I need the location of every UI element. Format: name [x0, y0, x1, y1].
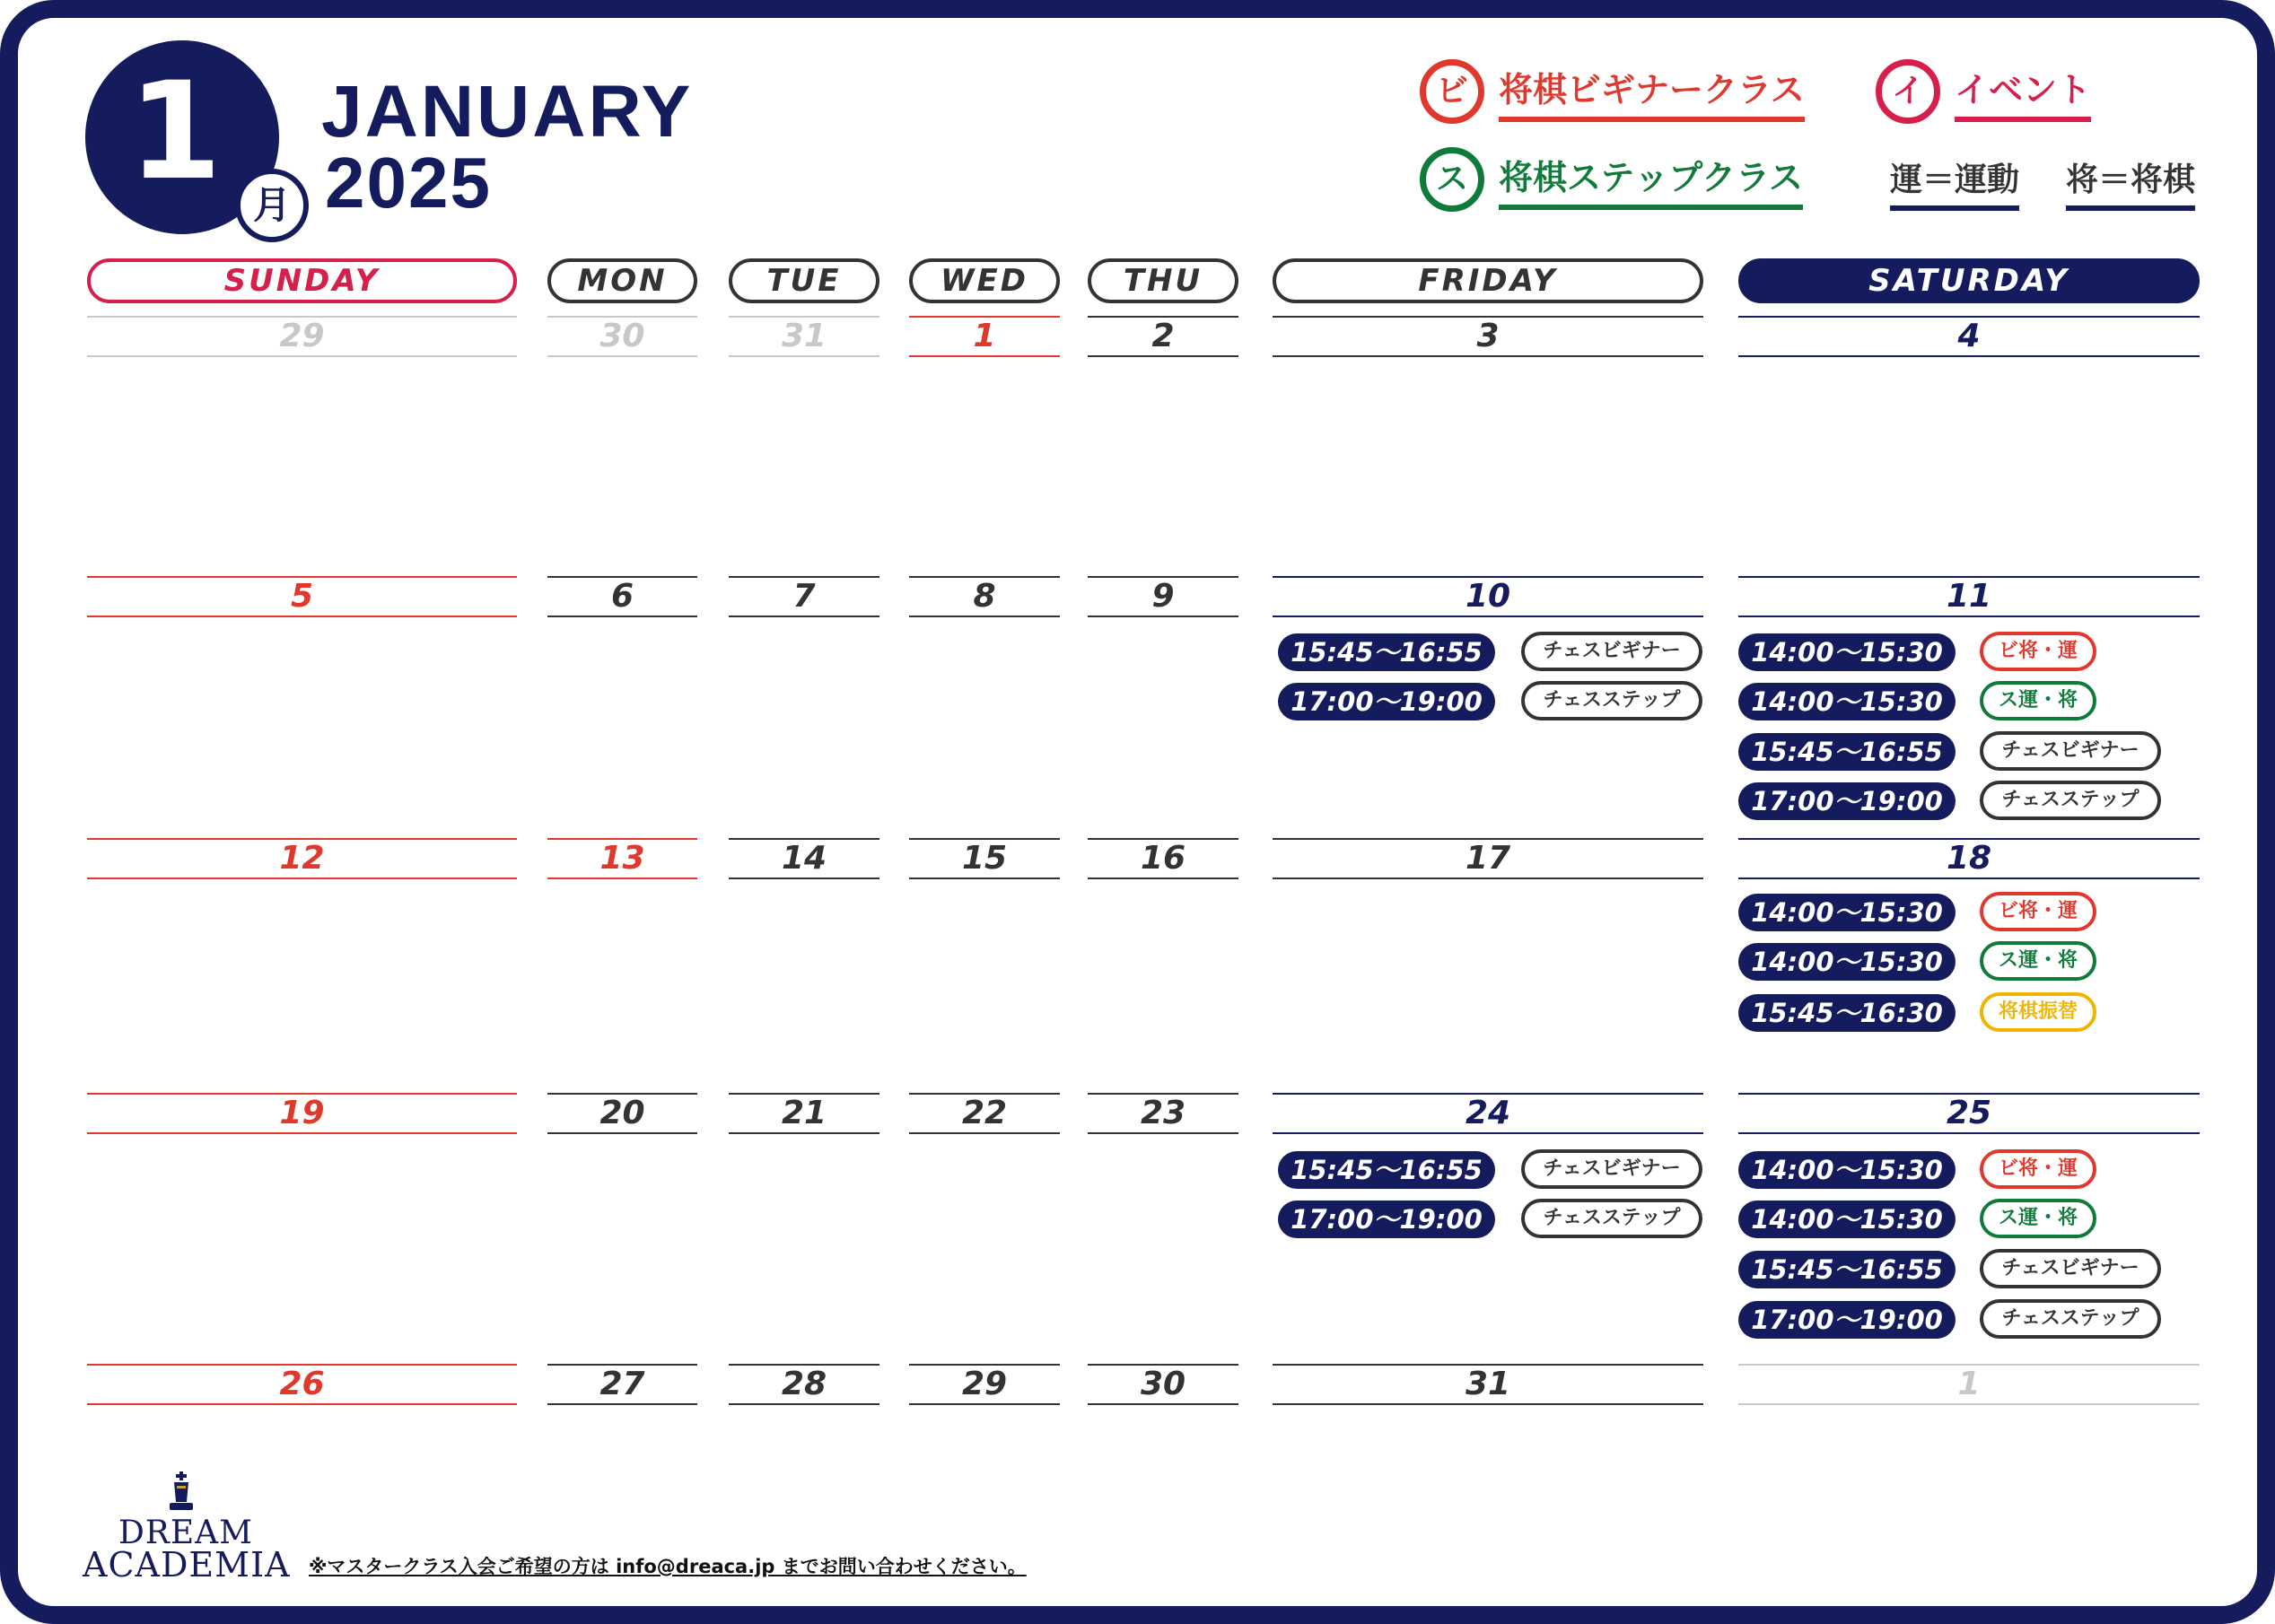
legend-event-badge: イ [1876, 59, 1940, 124]
day-header-sunday: SUNDAY [87, 258, 517, 303]
date-cell: 7 [729, 576, 879, 617]
event-time: 17:00〜19:00 [1278, 1201, 1495, 1238]
event-tag: チェスステップ [1980, 1299, 2161, 1339]
legend-event-label: イベント [1955, 62, 2091, 122]
date-cell: 11 [1738, 576, 2200, 617]
month-name: JANUARY [321, 71, 694, 153]
date-cell: 31 [1273, 1364, 1703, 1405]
date-cell: 22 [909, 1093, 1060, 1134]
legend-step [1420, 147, 1803, 212]
year: 2025 [325, 143, 492, 223]
event-time: 14:00〜15:30 [1738, 633, 1956, 671]
legend-beginner-label: 将棋ビギナークラス [1499, 62, 1805, 122]
event-time: 17:00〜19:00 [1738, 782, 1956, 820]
event-time: 17:00〜19:00 [1738, 1301, 1956, 1339]
date-cell: 19 [87, 1093, 517, 1134]
date-cell: 18 [1738, 838, 2200, 879]
date-cell: 27 [547, 1364, 697, 1405]
date-cell: 20 [547, 1093, 697, 1134]
date-cell: 1 [1738, 1364, 2200, 1405]
month-kanji-badge: 月 [235, 169, 309, 242]
date-cell: 31 [729, 316, 879, 357]
event-tag: チェスステップ [1980, 781, 2161, 820]
event-tag: チェスビギナー [1521, 632, 1702, 671]
date-cell: 17 [1273, 838, 1703, 879]
date-cell: 3 [1273, 316, 1703, 357]
event-tag: ビ将・運 [1980, 1149, 2096, 1189]
event-time: 15:45〜16:55 [1738, 1251, 1956, 1288]
day-header-friday: FRIDAY [1273, 258, 1703, 303]
date-cell: 9 [1088, 576, 1238, 617]
month-number: 1 [127, 54, 223, 210]
event-time: 15:45〜16:55 [1278, 1151, 1495, 1189]
date-cell: 28 [729, 1364, 879, 1405]
date-cell: 2 [1088, 316, 1238, 357]
event-tag: チェスビギナー [1980, 1249, 2161, 1288]
legend-abbrev-shogi: 将＝将棋 [2066, 154, 2195, 211]
event-time: 14:00〜15:30 [1738, 1201, 1956, 1238]
event-time: 14:00〜15:30 [1738, 1151, 1956, 1189]
day-header-monday: MON [547, 258, 697, 303]
date-cell: 21 [729, 1093, 879, 1134]
date-cell: 8 [909, 576, 1060, 617]
date-cell: 29 [87, 316, 517, 357]
date-cell: 4 [1738, 316, 2200, 357]
date-cell: 6 [547, 576, 697, 617]
legend-step-label: 将棋ステップクラス [1499, 150, 1803, 210]
day-header-saturday: SATURDAY [1738, 258, 2200, 303]
date-cell: 1 [909, 316, 1060, 357]
event-time: 17:00〜19:00 [1278, 683, 1495, 720]
event-time: 15:45〜16:30 [1738, 994, 1956, 1032]
event-tag: ス運・将 [1980, 681, 2096, 720]
event-time: 14:00〜15:30 [1738, 894, 1956, 931]
event-time: 15:45〜16:55 [1278, 633, 1495, 671]
date-cell: 29 [909, 1364, 1060, 1405]
date-cell: 12 [87, 838, 517, 879]
date-cell: 30 [547, 316, 697, 357]
event-tag: ス運・将 [1980, 941, 2096, 981]
date-cell: 13 [547, 838, 697, 879]
event-tag: ス運・将 [1980, 1199, 2096, 1238]
event-time: 14:00〜15:30 [1738, 683, 1956, 720]
logo-line-1: DREAM [118, 1515, 254, 1551]
date-cell: 26 [87, 1364, 517, 1405]
legend-beginner-badge: ビ [1420, 59, 1484, 124]
day-header-tuesday: TUE [729, 258, 879, 303]
date-cell: 10 [1273, 576, 1703, 617]
legend-abbrev-exercise: 運＝運動 [1890, 154, 2019, 211]
event-tag: チェスビギナー [1980, 731, 2161, 771]
event-tag: チェスビギナー [1521, 1149, 1702, 1189]
legend-beginner [1420, 59, 1805, 124]
footer-note: ※マスタークラス入会ご希望の方は info@dreaca.jp までお問い合わせください。 [309, 1556, 1027, 1577]
event-time: 14:00〜15:30 [1738, 943, 1956, 981]
event-tag: ビ将・運 [1980, 892, 2096, 931]
event-tag: チェスステップ [1521, 681, 1702, 720]
date-cell: 23 [1088, 1093, 1238, 1134]
day-header-wednesday: WED [909, 258, 1060, 303]
event-tag: ビ将・運 [1980, 632, 2096, 671]
event-tag: チェスステップ [1521, 1199, 1702, 1238]
date-cell: 24 [1273, 1093, 1703, 1134]
date-cell: 15 [909, 838, 1060, 879]
date-cell: 16 [1088, 838, 1238, 879]
date-cell: 25 [1738, 1093, 2200, 1134]
legend-step-badge: ス [1420, 147, 1484, 212]
event-tag: 将棋振替 [1980, 992, 2096, 1032]
date-cell: 30 [1088, 1364, 1238, 1405]
legend-event [1876, 59, 2091, 124]
date-cell: 14 [729, 838, 879, 879]
dream-academia-logo [83, 1471, 291, 1585]
event-time: 15:45〜16:55 [1738, 733, 1956, 771]
chess-king-icon [165, 1471, 197, 1511]
logo-line-2: ACADEMIA [83, 1545, 291, 1585]
date-cell: 5 [87, 576, 517, 617]
day-header-thursday: THU [1088, 258, 1238, 303]
